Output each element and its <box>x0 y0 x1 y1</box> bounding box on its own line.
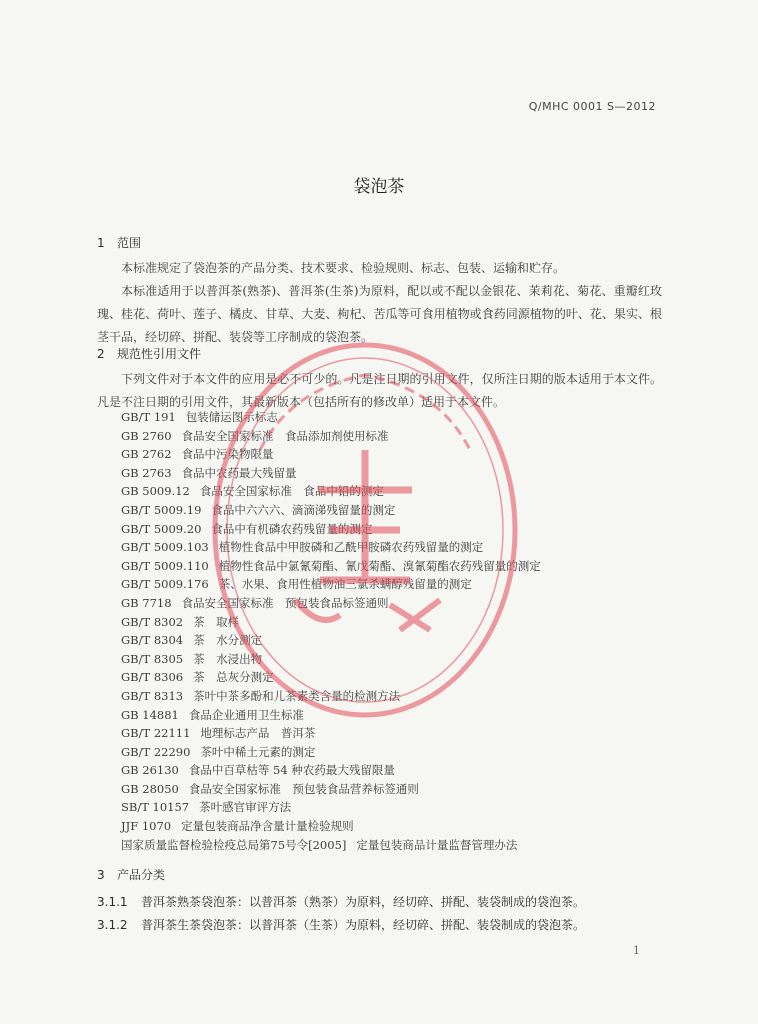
reference-item <box>121 408 541 427</box>
reference-code: GB 5009.12 <box>121 484 190 499</box>
reference-title: 茶 水浸出物 <box>193 651 263 666</box>
reference-item <box>121 427 541 446</box>
reference-code: GB 7718 <box>121 595 172 610</box>
reference-title: 食品安全国家标准 预包装食品标签通则 <box>181 595 389 610</box>
reference-item <box>121 780 541 799</box>
reference-code: GB 14881 <box>121 707 179 722</box>
paragraph: 下列文件对于本文件的应用是必不可少的。凡是注日期的引用文件，仅所注日期的版本适用于本文件。凡是不注日期的引用文件，其最新版本（包括所有的修改单）适用于本文件。 <box>97 372 662 409</box>
clause-3-1-2 <box>97 916 677 933</box>
reference-item <box>121 594 541 613</box>
reference-code: GB/T 5009.103 <box>121 540 209 555</box>
section-1-heading <box>97 234 141 251</box>
reference-title: 食品企业通用卫生标准 <box>188 707 304 722</box>
standard-code: Q/MHC 0001 S—2012 <box>528 100 656 113</box>
reference-title: 茶叶中稀土元素的测定 <box>200 744 316 759</box>
reference-code: GB/T 22111 <box>121 726 191 741</box>
clause-number: 3.1.1 <box>97 895 128 909</box>
reference-item <box>121 445 541 464</box>
reference-code: GB/T 8304 <box>121 633 184 648</box>
reference-title: 包装储运图示标志 <box>185 410 278 424</box>
reference-item <box>121 575 541 594</box>
reference-title: 茶叶中茶多酚和儿茶素类含量的检测方法 <box>193 688 401 703</box>
reference-item <box>121 706 541 725</box>
reference-code: 国家质量监督检验检疫总局第75号令[2005] <box>121 837 347 852</box>
reference-title: 定量包装商品净含量计量检验规则 <box>181 819 354 834</box>
reference-code: GB 2762 <box>121 447 172 462</box>
reference-title: 食品中污染物限量 <box>181 447 274 462</box>
reference-code: SB/T 10157 <box>121 800 190 815</box>
reference-item <box>121 464 541 483</box>
reference-title: 茶叶感官审评方法 <box>199 800 292 815</box>
reference-item <box>121 668 541 687</box>
reference-title: 植物性食品中氯氰菊酯、氰戊菊酯、溴氰菊酯农药残留量的测定 <box>218 558 541 573</box>
reference-item <box>121 482 541 501</box>
reference-code: GB/T 5009.20 <box>121 521 202 536</box>
reference-item <box>121 557 541 576</box>
reference-item <box>121 798 541 817</box>
reference-item <box>121 501 541 520</box>
reference-title: 食品中农药最大残留量 <box>181 465 297 480</box>
reference-code: JJF 1070 <box>121 819 172 834</box>
section-1-body <box>97 257 662 349</box>
reference-code: GB 26130 <box>121 763 179 778</box>
reference-item <box>121 520 541 539</box>
reference-item <box>121 836 541 855</box>
reference-code: GB/T 191 <box>121 410 176 424</box>
reference-title: 地理标志产品 普洱茶 <box>200 726 316 741</box>
reference-title: 食品中有机磷农药残留量的测定 <box>211 521 373 536</box>
reference-title: 食品安全国家标准 食品中铅的测定 <box>199 484 384 499</box>
reference-item <box>121 687 541 706</box>
reference-item <box>121 724 541 743</box>
section-number: 2 <box>97 347 105 361</box>
reference-title: 茶 取样 <box>193 614 240 629</box>
document-title: 袋泡茶 <box>353 177 405 197</box>
reference-code: GB/T 5009.19 <box>121 502 202 517</box>
reference-title: 食品中六六六、滴滴涕残留量的测定 <box>211 502 396 517</box>
reference-code: GB 28050 <box>121 781 179 796</box>
reference-item <box>121 817 541 836</box>
clause-number: 3.1.2 <box>97 918 128 932</box>
reference-title: 茶 水分测定 <box>193 633 263 648</box>
reference-title: 植物性食品中甲胺磷和乙酰甲胺磷农药残留量的测定 <box>218 540 484 555</box>
reference-code: GB/T 8313 <box>121 688 184 703</box>
clause-text: 普洱茶熟茶袋泡茶：以普洱茶（熟茶）为原料，经切碎、拼配、装袋制成的袋泡茶。 <box>141 895 586 909</box>
reference-code: GB 2763 <box>121 465 172 480</box>
reference-code: GB/T 5009.176 <box>121 577 209 592</box>
reference-title: 食品安全国家标准 食品添加剂使用标准 <box>181 428 389 443</box>
reference-title: 茶 总灰分测定 <box>193 670 274 685</box>
section-number: 3 <box>97 868 105 882</box>
section-2-heading <box>97 345 201 362</box>
paragraph: 本标准适用于以普洱茶(熟茶)、普洱茶(生茶)为原料，配以或不配以金银花、茉莉花、菊花、重瓣红玫瑰、桂花、荷叶、莲子、橘皮、甘草、大麦、枸杞、苦瓜等可食用植物或食药同源植物的叶、花、果实、根茎干品，经切碎、拼配、装袋等工序制成的袋泡茶。 <box>97 284 662 344</box>
section-title: 规范性引用文件 <box>117 347 202 361</box>
reference-title: 茶、水果、食用性植物油三氯杀螨醇残留量的测定 <box>218 577 472 592</box>
reference-code: GB/T 8302 <box>121 614 184 629</box>
reference-item <box>121 761 541 780</box>
reference-code: GB 2760 <box>121 428 172 443</box>
reference-list <box>121 408 541 854</box>
reference-title: 食品安全国家标准 预包装食品营养标签通则 <box>188 781 419 796</box>
section-3-heading <box>97 866 165 883</box>
page-number: 1 <box>633 944 640 957</box>
paragraph: 本标准规定了袋泡茶的产品分类、技术要求、检验规则、标志、包装、运输和贮存。 <box>121 261 566 275</box>
reference-code: GB/T 22290 <box>121 744 191 759</box>
reference-code: GB/T 8306 <box>121 670 184 685</box>
reference-item <box>121 538 541 557</box>
section-number: 1 <box>97 236 105 250</box>
reference-item <box>121 650 541 669</box>
reference-title: 定量包装商品计量监督管理办法 <box>356 837 518 852</box>
reference-title: 食品中百草枯等 54 种农药最大残留限量 <box>188 763 395 778</box>
clause-text: 普洱茶生茶袋泡茶：以普洱茶（生茶）为原料，经切碎、拼配、装袋制成的袋泡茶。 <box>141 918 586 932</box>
reference-item <box>121 613 541 632</box>
clause-3-1-1 <box>97 893 677 910</box>
reference-code: GB/T 5009.110 <box>121 558 209 573</box>
reference-code: GB/T 8305 <box>121 651 184 666</box>
section-title: 范围 <box>117 236 142 250</box>
section-title: 产品分类 <box>117 868 166 882</box>
reference-item <box>121 631 541 650</box>
reference-item <box>121 743 541 762</box>
